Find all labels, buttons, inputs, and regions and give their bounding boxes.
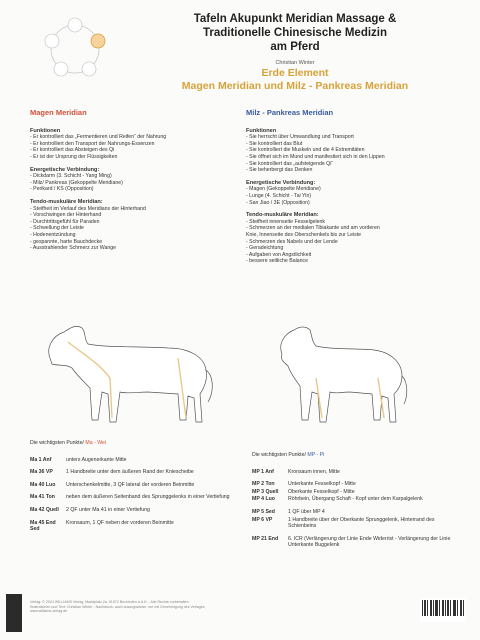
tendo-item: Knie, Innenseite des Oberschenkels bis zur Leiste <box>246 231 362 238</box>
five-elements-wheel-icon <box>40 14 110 84</box>
point-row <box>30 482 235 489</box>
point-id: Ma 45 End Sed <box>30 519 56 533</box>
point-id: Ma 41 Ton <box>30 494 55 501</box>
point-id: MP 3 Quell <box>252 488 279 495</box>
function-item: - Sie herrscht über Umwandlung und Transport <box>246 134 354 141</box>
point-id: MP 4 Luo <box>252 496 275 503</box>
point-row <box>252 496 452 503</box>
meridian-line: Magen Meridian und Milz - Pankreas Meridian <box>181 80 409 92</box>
magen-column <box>30 110 235 252</box>
function-item: - Er kontrolliert das Absteigen des Qi <box>30 147 115 154</box>
point-desc: 6. ICR (Verlängerung der Linie Ende Widerrist - Verlängerung der Linie Unterkante Buggelenk <box>288 535 451 549</box>
tendo-item: - gespannte, harte Bauchdecke <box>30 238 103 245</box>
horse-illustration-right <box>260 318 410 430</box>
points-heading-text: Die wichtigsten Punkte/ <box>252 452 308 458</box>
point-id: MP 6 VP <box>252 516 273 523</box>
barcode-icon <box>420 598 466 622</box>
footer-line: Verlag: © 2024 WILLIAMS Verlag, Marktplatz 2a, 91572 Bechhofen a.d.H. - Alle Rechte vorbehalten <box>30 600 189 604</box>
tendo-item: - Steifheit innenseite Fesselgelenk <box>246 218 326 225</box>
point-row <box>252 517 452 530</box>
tendo-item: - Schmerzen des Nabels und der Lende <box>246 238 338 245</box>
point-desc: Röhrbein, Übergang Schaft - Kopf unter dem Karpalgelenk <box>288 496 423 503</box>
point-id: Ma 1 Anf <box>30 456 52 463</box>
footer-line: Illustrationen und Text: Christian Winter - Nachdruck, auch auszugsweise, nur mit Genehmigung des Verlages <box>30 604 205 609</box>
point-desc: 1 QF über MP 4 <box>288 508 325 515</box>
title-line-1: Tafeln Akupunkt Meridian Massage & <box>193 13 397 25</box>
tendo-item: - Schmerzen an der medialen Tibiakante und am vorderen <box>246 225 380 232</box>
tendo-item: - Steifheit im Verlauf des Meridians der Hinterhand <box>30 205 146 212</box>
function-item: - Sie kontrolliert das „aufsteigende Qi“ <box>246 160 334 167</box>
point-row <box>30 494 235 501</box>
function-item: - Sie öffnet sich im Mund und manifestiert sich in den Lippen <box>246 153 385 160</box>
energy-heading: Energetische Verbindung: <box>246 179 316 186</box>
point-desc: 1 Handbreite über der Oberkante Sprunggelenk, Hinterrand des Schienbeins <box>288 516 435 530</box>
point-desc: Kronsaum, 1 QF neben der vorderen Beinmitte <box>66 519 174 526</box>
function-item: - Sie beherbergt das Denken <box>246 167 313 174</box>
point-row <box>30 520 235 533</box>
function-item: - Er ist der Ursprung der Flüssigkeiten <box>30 153 118 160</box>
energy-item: - Perikard / KS (Opposition) <box>30 186 94 193</box>
point-desc: Unterkante Fesselkopf - Mitte <box>288 481 356 488</box>
tendo-item: - Aufgaben von Angstlichkeit <box>246 251 312 258</box>
point-id: MP 1 Anf <box>252 468 274 475</box>
milz-column <box>246 110 451 265</box>
point-id: MP 5 Sed <box>252 508 275 515</box>
point-id: Ma 42 Quell <box>30 506 59 513</box>
magen-title: Magen Meridian <box>30 108 87 117</box>
tendo-item: - Vorschwingen der Hinterhand <box>30 212 102 219</box>
point-id: Ma 40 Luo <box>30 481 56 488</box>
energy-item: - Magen (Gekoppelte Meridiane) <box>246 186 321 193</box>
point-id: MP 2 Ton <box>252 481 275 488</box>
functions-heading: Funktionen <box>30 127 61 134</box>
function-item: - Sie kontrolliert die Muskeln und die 4 Extremitäten <box>246 147 365 154</box>
point-desc: 2 QF unter Ma 41 in einer Vertiefung <box>66 506 150 513</box>
milz-points-list <box>252 452 452 555</box>
energy-item: - Lunge (4. Schicht - Tai Yin) <box>246 192 312 199</box>
points-heading-text: Die wichtigsten Punkte/ <box>30 440 86 446</box>
title-line-2: Traditionelle Chinesische Medizin <box>202 27 388 39</box>
point-row <box>30 469 235 476</box>
function-item: - Sie kontrolliert das Blut <box>246 140 303 147</box>
point-desc: Kronsaum innen, Mitte <box>288 468 340 475</box>
points-heading-meridian: MP - Pi <box>307 452 325 458</box>
points-heading <box>252 452 452 459</box>
publisher-logo <box>6 594 22 632</box>
point-row <box>252 489 452 496</box>
tendo-heading: Tendo-muskuläre Meridian: <box>30 198 103 205</box>
point-id: MP 21 End <box>252 535 279 542</box>
energy-item: - San Jiao / 3E (Opposition) <box>246 199 310 206</box>
energy-heading: Energetische Verbindung: <box>30 166 100 173</box>
element-line: Erde Element <box>261 67 329 79</box>
point-desc: Oberkante Fesselkopf - Mitte <box>288 488 355 495</box>
points-heading <box>30 440 235 447</box>
title-line-3: am Pferd <box>270 41 320 53</box>
page-title <box>130 12 460 54</box>
tendo-item: - Hodenentzündung <box>30 231 76 238</box>
point-desc: Unterschenkelmitte, 3 QF lateral der vorderen Beinmitte <box>66 481 195 488</box>
function-item: - Er kontrolliert das „Fermentieren und Reifen“ der Nahrung <box>30 134 167 141</box>
tendo-item: - Geradeichtung <box>246 245 284 252</box>
point-id: Ma 36 VP <box>30 469 53 476</box>
function-item: - Er kontrolliert den Transport der Nahrungs-Essenzen <box>30 140 155 147</box>
author: Christian Winter <box>275 60 315 66</box>
points-heading-meridian: Ma - Wei <box>85 440 107 446</box>
point-desc: unters Augenerkante Mitte <box>66 456 127 463</box>
tendo-item: - Schwellung der Leiste <box>30 225 84 232</box>
point-row <box>252 509 452 516</box>
point-row <box>30 507 235 514</box>
energy-item: - Dickdarm (3. Schicht - Yang Ming) <box>30 173 112 180</box>
milz-title: Milz - Pankreas Meridian <box>246 108 334 117</box>
footer-imprint <box>30 600 410 614</box>
footer-line: www.williams-verlag.de <box>30 609 68 614</box>
energy-item: - Milz/ Pankreas (Gekoppelte Meridiane) <box>30 179 123 186</box>
tendo-heading: Tendo-muskuläre Meridian: <box>246 212 319 219</box>
magen-points-list <box>30 440 235 539</box>
point-desc: neben dem äußeren Seitenband des Sprunggelenks in einer Vertiefung <box>66 494 230 501</box>
tendo-item: - Durchtrittsgefühl für Paraden <box>30 218 100 225</box>
point-row <box>252 536 452 549</box>
tendo-item: - Ausstrahlender Schmerz zur Wange <box>30 245 117 252</box>
tendo-item: - bessere seitliche Balance <box>246 258 308 265</box>
functions-heading: Funktionen <box>246 127 277 134</box>
element-heading <box>130 67 460 93</box>
point-row <box>252 469 452 476</box>
horse-illustration-left <box>28 318 218 430</box>
point-row <box>252 481 452 488</box>
point-row <box>30 457 235 464</box>
point-desc: 1 Handbreite unter dem äußeren Rand der Kniescheibe <box>66 469 194 476</box>
